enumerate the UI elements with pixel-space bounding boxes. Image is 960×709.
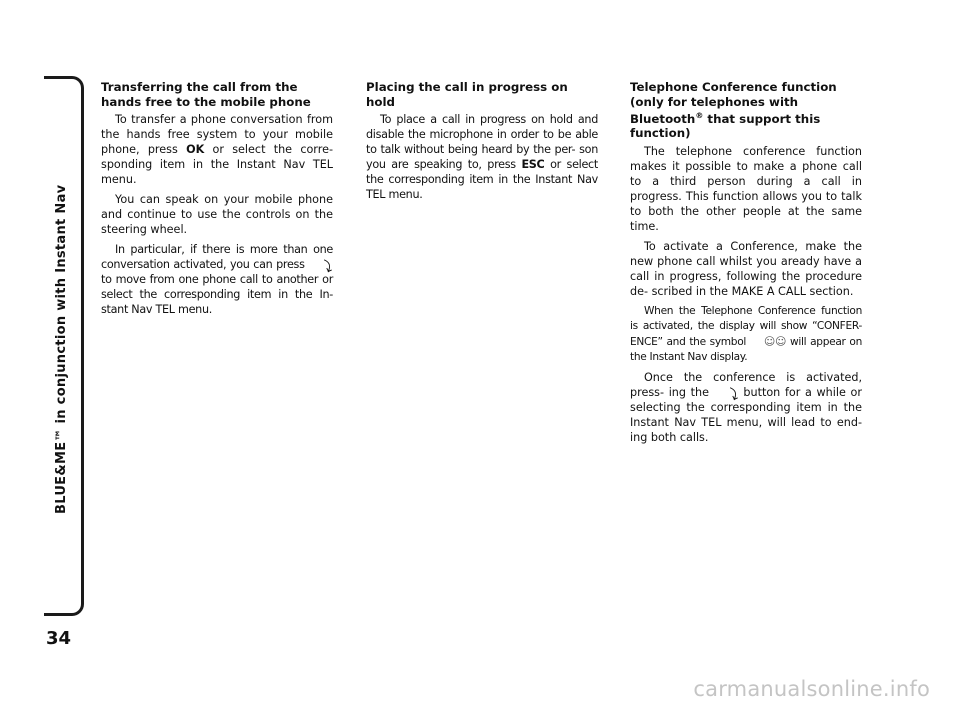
transfer-p1-text-a: To transfer a phone conversation from the hands free system to your mobile phone, press [101, 113, 333, 156]
ok-key-label: OK [186, 143, 205, 156]
conference-icon: ☺☺ [763, 334, 787, 348]
paragraph-hold-1 [366, 112, 598, 202]
column-transfer [101, 80, 333, 322]
sidebar-title-text: BLUE&ME™ in conjunction with Instant Nav [54, 184, 69, 514]
conference-heading-text-b: that support this function) [630, 111, 821, 141]
hold-p1-text-a: To place a call in progress on hold and disable the microphone in order to be able to talk without being heard by the per- son you are speaking to, press [366, 113, 598, 171]
paragraph-transfer-3 [101, 242, 333, 317]
conference-p3-text-b: will appear on the Instant Nav display. [630, 335, 862, 363]
conference-p3-text-a: When the Telephone Conference function is activated, the display will show “CONFER- ENCE” and the symbol [630, 304, 862, 348]
paragraph-conference-1: The telephone conference function makes it possible to make a phone call to a third person during a call in progress. This function allows you to talk to both the other people at the same time. [630, 144, 862, 233]
column-hold [366, 80, 598, 207]
transfer-p3-text-a: In particular, if there is more than one conversation activated, you can press [101, 243, 333, 271]
transfer-p1-text-b: or select the corre- sponding item in the Instant Nav TEL menu. [101, 143, 333, 186]
watermark-text: carmanualsonline.info [693, 677, 930, 701]
phone-hook-icon-2: ⤵ [725, 386, 741, 403]
paragraph-conference-3 [630, 304, 862, 365]
conference-heading-text-a: Telephone Conference function (only for telephones with Bluetooth [630, 80, 837, 126]
paragraph-transfer-2: You can speak on your mobile phone and continue to use the controls on the steering wheel. [101, 193, 333, 236]
column-conference [630, 80, 862, 450]
transfer-p3-text-b: to move from one phone call to another or select the corresponding item in the In- stant Nav TEL menu. [101, 273, 333, 316]
paragraph-conference-2: To activate a Conference, make the new phone call whilst you aready have a call in progress, following the procedure de- scribed in the MAKE A CALL section. [630, 239, 862, 298]
hold-p1-text-b: or select the corresponding item in the Instant Nav TEL menu. [366, 158, 598, 201]
heading-transfer: Transferring the call from the hands free to the mobile phone [101, 80, 311, 109]
heading-hold: Placing the call in progress on hold [366, 80, 568, 109]
registered-mark: ® [695, 111, 704, 120]
paragraph-transfer-1 [101, 112, 333, 187]
phone-hook-icon: ⤵ [319, 258, 335, 275]
page-number: 34 [46, 628, 72, 649]
esc-key-label: ESC [521, 158, 545, 171]
paragraph-conference-4 [630, 370, 862, 445]
conference-p4-text-b: button for a while or selecting the corresponding item in the Instant Nav TEL menu, will lead to end- ing both calls. [630, 385, 862, 444]
conference-p4-text-a: Once the conference is activated, press- ing the [630, 370, 862, 399]
heading-conference [630, 80, 862, 141]
